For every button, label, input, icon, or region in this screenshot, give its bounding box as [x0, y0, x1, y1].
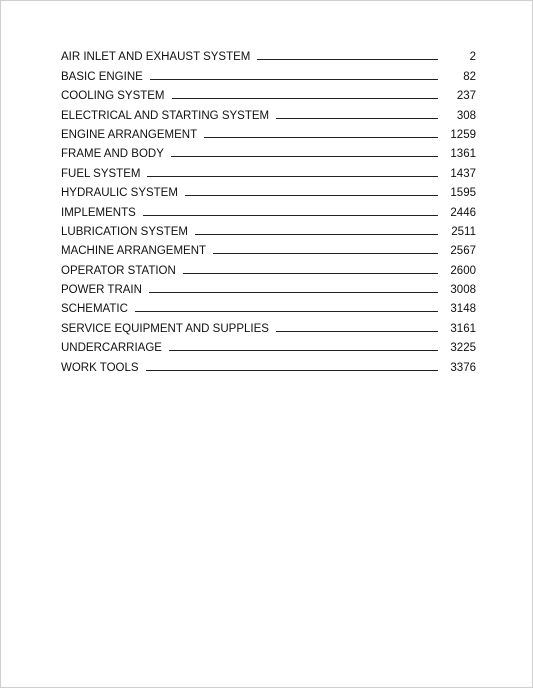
toc-entry-page-number: 2600 — [450, 264, 476, 277]
toc-entry-page-number: 308 — [456, 109, 476, 122]
toc-entry[interactable] — [61, 45, 476, 64]
toc-entry-page-number: 3008 — [450, 284, 476, 297]
toc-leader-line — [147, 176, 438, 177]
toc-entry[interactable] — [61, 64, 476, 83]
toc-entry[interactable] — [61, 200, 476, 219]
toc-entry-title: FUEL SYSTEM — [61, 167, 141, 180]
toc-entry[interactable] — [61, 84, 476, 103]
toc-entry-title: WORK TOOLS — [61, 361, 139, 374]
toc-entry-title: SERVICE EQUIPMENT AND SUPPLIES — [61, 322, 269, 335]
toc-entry[interactable] — [61, 142, 476, 161]
toc-leader-line — [183, 273, 438, 274]
toc-leader-line — [149, 292, 438, 293]
table-of-contents — [61, 45, 476, 375]
toc-leader-line — [143, 215, 438, 216]
toc-entry-page-number: 237 — [456, 90, 476, 103]
toc-entry-page-number: 82 — [463, 70, 476, 83]
toc-entry-page-number: 1259 — [450, 128, 476, 141]
toc-entry[interactable] — [61, 258, 476, 277]
toc-entry[interactable] — [61, 316, 476, 335]
toc-leader-line — [195, 234, 438, 235]
toc-entry-page-number: 1595 — [450, 187, 476, 200]
toc-leader-line — [276, 118, 438, 119]
toc-entry[interactable] — [61, 278, 476, 297]
toc-leader-line — [171, 156, 438, 157]
toc-leader-line — [172, 98, 438, 99]
toc-entry[interactable] — [61, 239, 476, 258]
toc-entry-title: ENGINE ARRANGEMENT — [61, 128, 198, 141]
toc-entry-title: BASIC ENGINE — [61, 70, 143, 83]
toc-leader-line — [257, 59, 438, 60]
toc-leader-line — [276, 331, 438, 332]
toc-entry[interactable] — [61, 123, 476, 142]
toc-entry[interactable] — [61, 355, 476, 374]
toc-entry-title: OPERATOR STATION — [61, 264, 176, 277]
toc-entry-title: LUBRICATION SYSTEM — [61, 225, 188, 238]
toc-entry-title: AIR INLET AND EXHAUST SYSTEM — [61, 51, 251, 64]
toc-entry-title: COOLING SYSTEM — [61, 90, 165, 103]
toc-entry[interactable] — [61, 297, 476, 316]
toc-leader-line — [204, 137, 438, 138]
toc-leader-line — [150, 79, 438, 80]
toc-entry[interactable] — [61, 161, 476, 180]
toc-leader-line — [146, 370, 438, 371]
toc-entry-page-number: 1361 — [450, 148, 476, 161]
toc-entry-title: IMPLEMENTS — [61, 206, 136, 219]
toc-entry-page-number: 2511 — [451, 225, 476, 238]
toc-entry-page-number: 2 — [469, 51, 476, 64]
toc-entry-title: FRAME AND BODY — [61, 148, 164, 161]
toc-entry-page-number: 2567 — [450, 245, 476, 258]
toc-entry-title: UNDERCARRIAGE — [61, 342, 162, 355]
toc-entry[interactable] — [61, 336, 476, 355]
toc-leader-line — [169, 350, 438, 351]
toc-entry-title: ELECTRICAL AND STARTING SYSTEM — [61, 109, 270, 122]
toc-leader-line — [135, 311, 438, 312]
toc-entry[interactable] — [61, 181, 476, 200]
toc-entry[interactable] — [61, 220, 476, 239]
toc-entry-title: MACHINE ARRANGEMENT — [61, 245, 207, 258]
toc-entry-title: POWER TRAIN — [61, 284, 142, 297]
toc-entry-page-number: 3148 — [450, 303, 476, 316]
toc-entry-page-number: 2446 — [450, 206, 476, 219]
toc-entry-title: SCHEMATIC — [61, 303, 128, 316]
toc-leader-line — [213, 253, 438, 254]
toc-entry-page-number: 1437 — [450, 167, 476, 180]
toc-entry-title: HYDRAULIC SYSTEM — [61, 187, 178, 200]
toc-entry[interactable] — [61, 103, 476, 122]
toc-entry-page-number: 3161 — [450, 322, 476, 335]
toc-entry-page-number: 3376 — [450, 361, 476, 374]
toc-leader-line — [185, 195, 438, 196]
toc-entry-page-number: 3225 — [450, 342, 476, 355]
